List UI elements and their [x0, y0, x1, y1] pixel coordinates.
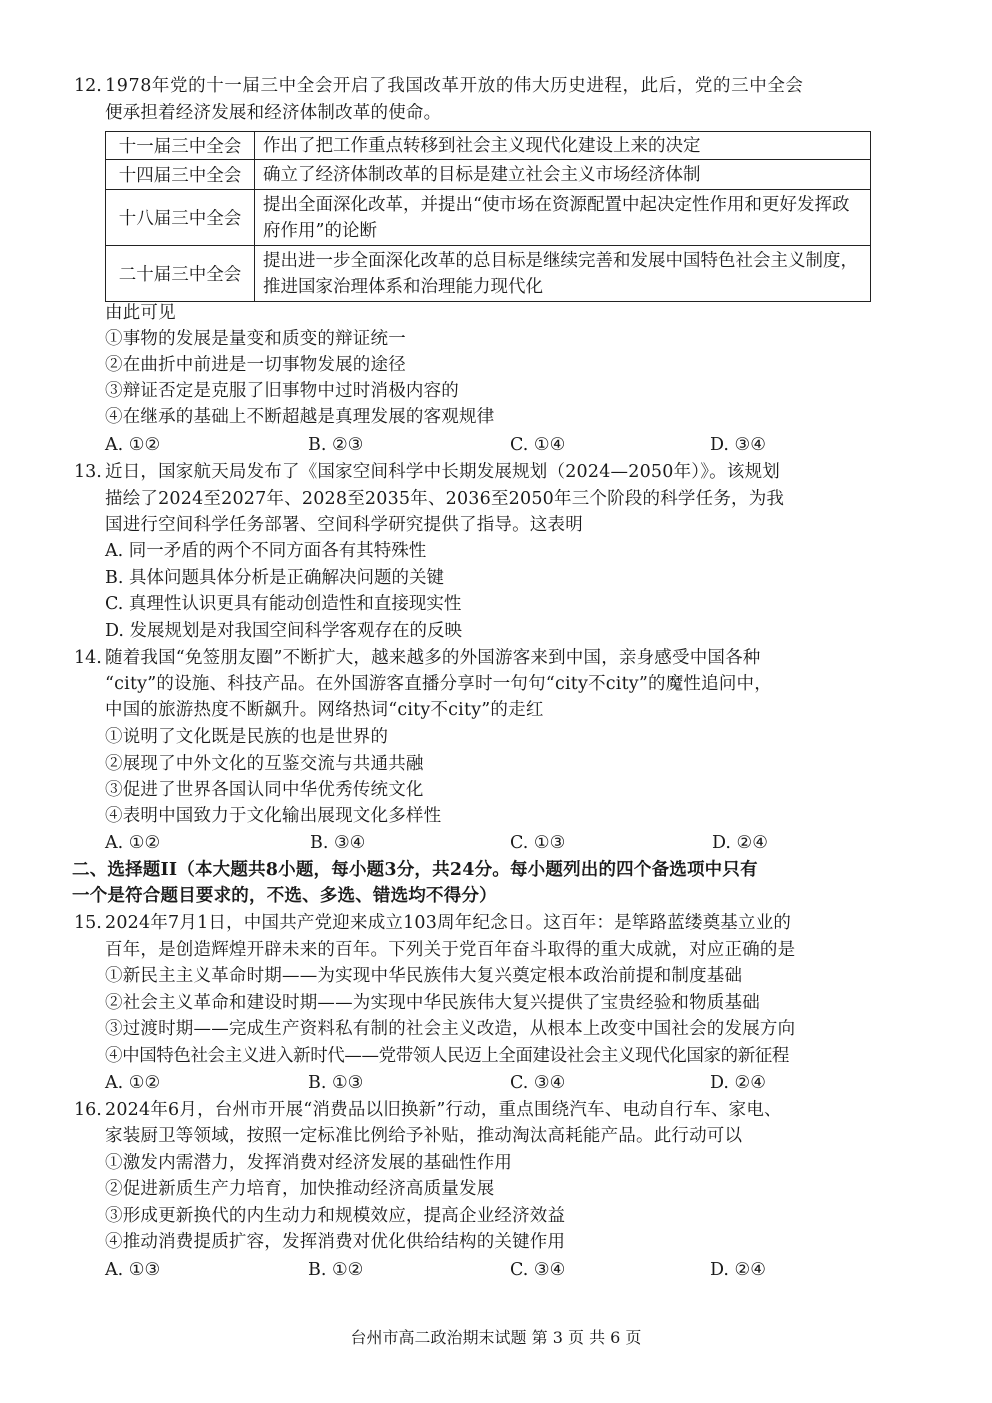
question-stem-line: 便承担着经济发展和经济体制改革的使命。	[105, 103, 442, 123]
question-stem-line: 国进行空间科学任务部署、空间科学研究提供了指导。这表明	[105, 515, 583, 535]
option-b: B. ②③	[308, 435, 364, 455]
question-lead: 由此可见	[105, 303, 176, 323]
table-row	[106, 132, 871, 160]
option-d: D. ②④	[712, 833, 768, 853]
question-number: 16.	[74, 1100, 102, 1120]
option-b: B. ①③	[308, 1073, 364, 1093]
question-number: 12.	[74, 76, 102, 96]
statement: ②在曲折中前进是一切事物发展的途径	[105, 355, 406, 375]
statement: ③过渡时期——完成生产资料私有制的社会主义改造，从根本上改变中国社会的发展方向	[105, 1019, 796, 1039]
option-d: D. ②④	[710, 1073, 766, 1093]
question-stem-line: 1978年党的十一届三中全会开启了我国改革开放的伟大历史进程，此后，党的三中全会	[105, 76, 804, 96]
statement: ②促进新质生产力培育，加快推动经济高质量发展	[105, 1179, 495, 1199]
option-d: D. 发展规划是对我国空间科学客观存在的反映	[105, 621, 463, 641]
table-cell-content: 提出进一步全面深化改革的总目标是继续完善和发展中国特色社会主义制度，推进国家治理体系和治理能力现代化	[255, 246, 871, 302]
table-cell-session: 十八届三中全会	[106, 190, 255, 246]
statement: ④推动消费提质扩容，发挥消费对优化供给结构的关键作用	[105, 1232, 566, 1252]
question-stem-line: 随着我国“免签朋友圈”不断扩大，越来越多的外国游客来到中国，亲身感受中国各种	[105, 648, 761, 668]
option-c: C. ③④	[510, 1260, 566, 1280]
table-row	[106, 246, 871, 302]
statement: ④在继承的基础上不断超越是真理发展的客观规律	[105, 407, 495, 427]
statement: ②展现了中外文化的互鉴交流与共通共融	[105, 754, 424, 774]
question-stem-line: 2024年6月，台州市开展“消费品以旧换新”行动，重点围绕汽车、电动自行车、家电、	[105, 1100, 782, 1120]
option-c: C. ③④	[510, 1073, 566, 1093]
statement: ③辩证否定是克服了旧事物中过时消极内容的	[105, 381, 459, 401]
option-d: D. ②④	[710, 1260, 766, 1280]
table-cell-content: 提出全面深化改革，并提出“使市场在资源配置中起决定性作用和更好发挥政府作用”的论断	[255, 190, 871, 246]
table-cell-session: 十一届三中全会	[106, 132, 255, 160]
question-stem-line: “city”的设施、科技产品。在外国游客直播分享时一句句“city不city”的魔性追问中，	[105, 674, 772, 694]
page-footer: 台州市高二政治期末试题 第 3 页 共 6 页	[350, 1328, 642, 1347]
table-cell-content: 作出了把工作重点转移到社会主义现代化建设上来的决定	[255, 132, 871, 160]
option-d: D. ③④	[710, 435, 766, 455]
option-a: A. ①②	[105, 435, 161, 455]
statement: ②社会主义革命和建设时期——为实现中华民族伟大复兴提供了宝贵经验和物质基础	[105, 993, 760, 1013]
section-heading-line: 二、选择题II（本大题共8小题，每小题3分，共24分。每小题列出的四个备选项中只有	[72, 860, 758, 880]
option-a: A. ①②	[105, 833, 161, 853]
question-stem-line: 家装厨卫等领域，按照一定标准比例给予补贴，推动淘汰高耗能产品。此行动可以	[105, 1126, 743, 1146]
statement: ①事物的发展是量变和质变的辩证统一	[105, 329, 406, 349]
option-a: A. ①③	[105, 1260, 161, 1280]
statement: ①激发内需潜力，发挥消费对经济发展的基础性作用	[105, 1153, 513, 1173]
statement: ③促进了世界各国认同中华优秀传统文化	[105, 780, 424, 800]
question-stem-line: 2024年7月1日，中国共产党迎来成立103周年纪念日。这百年：是筚路蓝缕奠基立业的	[105, 913, 792, 933]
option-b: B. 具体问题具体分析是正确解决问题的关键	[105, 568, 444, 588]
option-c: C. 真理性认识更具有能动创造性和直接现实性	[105, 594, 462, 614]
question-stem-line: 百年，是创造辉煌开辟未来的百年。下列关于党百年奋斗取得的重大成就，对应正确的是	[105, 940, 796, 960]
option-a: A. 同一矛盾的两个不同方面各有其特殊性	[105, 541, 427, 561]
table-row	[106, 190, 871, 246]
question-number: 15.	[74, 913, 102, 933]
section-heading-line: 一个是符合题目要求的，不选、多选、错选均不得分）	[72, 886, 497, 906]
question-number: 13.	[74, 462, 102, 482]
statement: ④表明中国致力于文化输出展现文化多样性	[105, 806, 442, 826]
third-plenum-table	[105, 131, 871, 302]
table-cell-session: 二十届三中全会	[106, 246, 255, 302]
option-b: B. ③④	[310, 833, 366, 853]
option-b: B. ①②	[308, 1260, 364, 1280]
option-c: C. ①③	[510, 833, 566, 853]
table-row	[106, 160, 871, 190]
statement: ①说明了文化既是民族的也是世界的	[105, 727, 389, 747]
option-c: C. ①④	[510, 435, 566, 455]
question-stem-line: 中国的旅游热度不断飙升。网络热词“city不city”的走红	[105, 700, 544, 720]
option-a: A. ①②	[105, 1073, 161, 1093]
table-cell-content: 确立了经济体制改革的目标是建立社会主义市场经济体制	[255, 160, 871, 190]
statement: ③形成更新换代的内生动力和规模效应，提高企业经济效益	[105, 1206, 566, 1226]
table-cell-session: 十四届三中全会	[106, 160, 255, 190]
question-stem-line: 描绘了2024至2027年、2028至2035年、2036至2050年三个阶段的科学任务，为我	[105, 489, 785, 509]
statement: ①新民主主义革命时期——为实现中华民族伟大复兴奠定根本政治前提和制度基础	[105, 966, 743, 986]
statement: ④中国特色社会主义进入新时代——党带领人民迈上全面建设社会主义现代化国家的新征程	[105, 1046, 789, 1066]
question-stem-line: 近日，国家航天局发布了《国家空间科学中长期发展规划（2024—2050年）》。该规划	[105, 462, 780, 482]
question-number: 14.	[74, 648, 102, 668]
